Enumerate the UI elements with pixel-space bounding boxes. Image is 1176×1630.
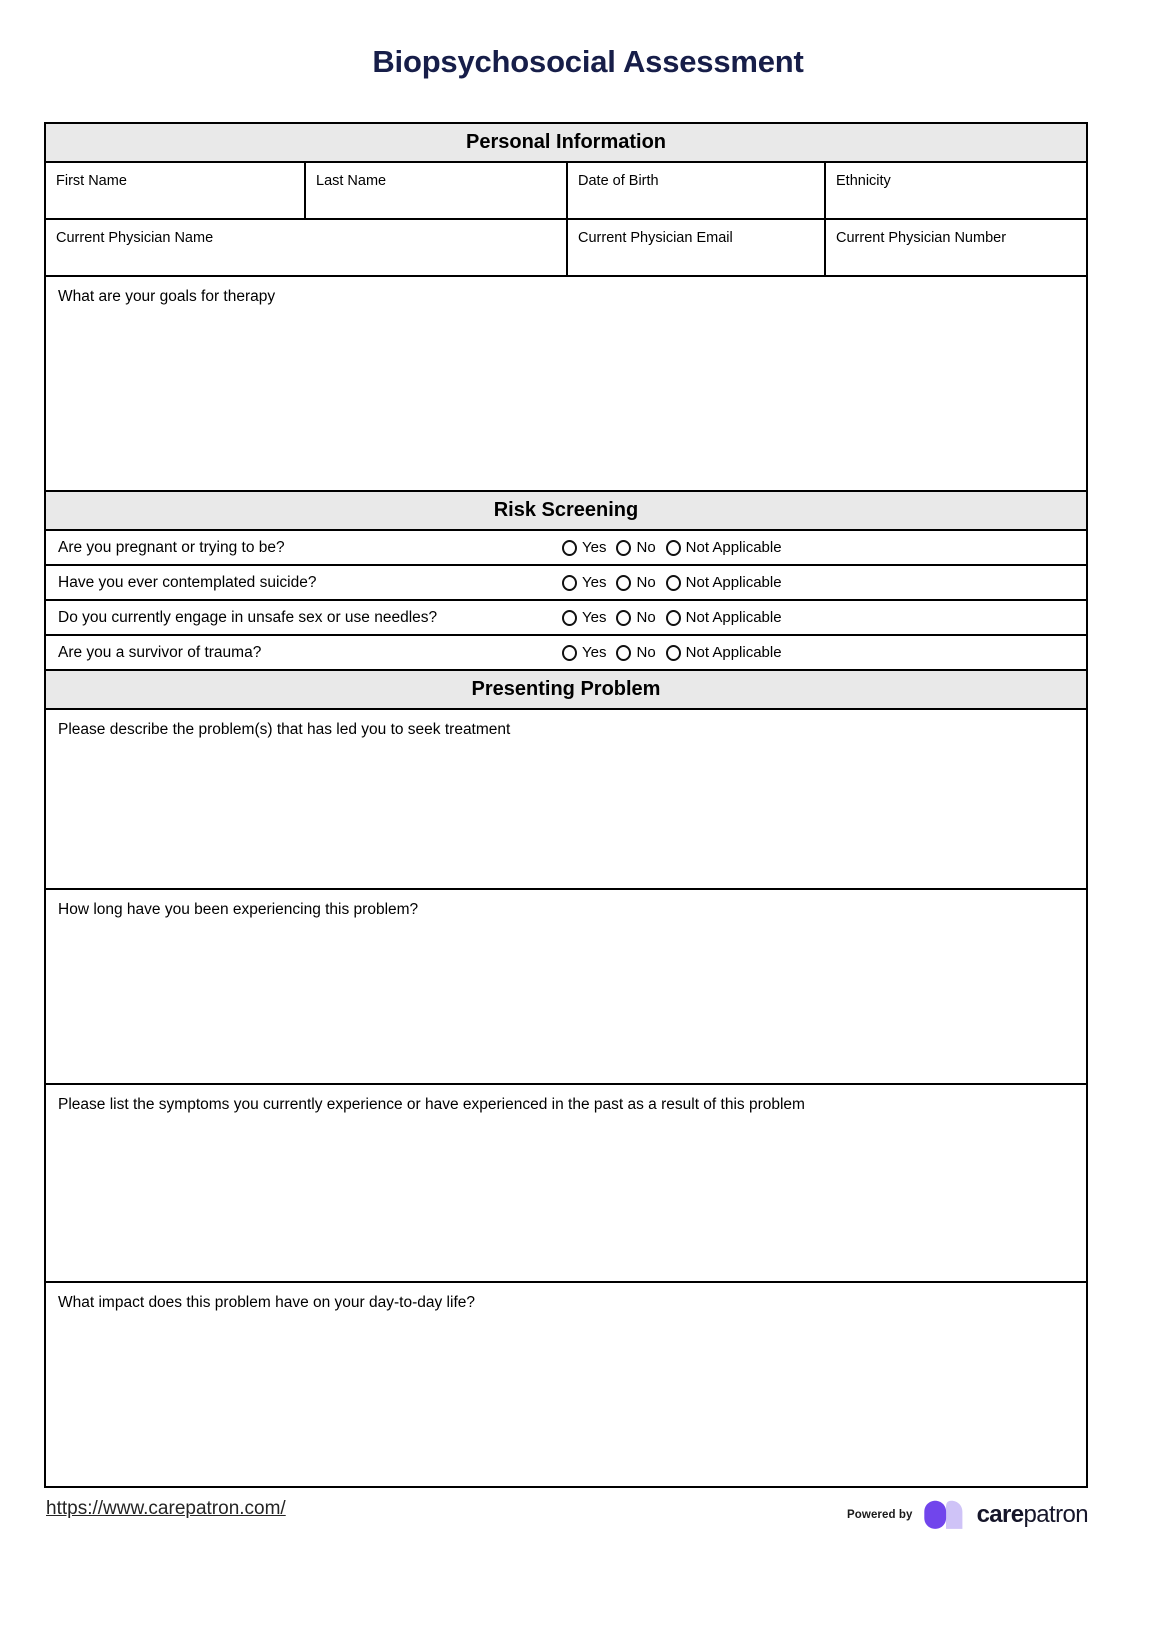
risk-question-label: Are you a survivor of trauma?: [58, 643, 262, 661]
section-header-personal-information: Personal Information: [46, 124, 1086, 163]
radio-option-yes[interactable]: [562, 609, 606, 626]
carepatron-url-link[interactable]: https://www.carepatron.com/: [46, 1498, 286, 1519]
radio-circle-icon[interactable]: [616, 645, 631, 661]
field-label: Current Physician Email: [578, 230, 733, 246]
radio-circle-icon[interactable]: [616, 610, 631, 626]
brand-light-text: patron: [1023, 1501, 1088, 1528]
radio-label: Yes: [582, 644, 607, 661]
field-last-name[interactable]: [306, 163, 568, 218]
personal-info-row-2: [46, 220, 1086, 277]
radio-option-yes[interactable]: [562, 539, 606, 556]
radio-option-no[interactable]: [616, 574, 655, 591]
risk-question-suicide: [46, 566, 1086, 601]
field-label: What impact does this problem have on your day-to-day life?: [58, 1294, 475, 1311]
brand-bold-text: care: [976, 1501, 1024, 1528]
radio-circle-icon[interactable]: [616, 575, 631, 591]
carepatron-logo-icon: [922, 1500, 968, 1530]
field-label: Please describe the problem(s) that has led you to seek treatment: [58, 721, 511, 738]
radio-circle-icon[interactable]: [562, 540, 577, 556]
risk-question-label: Are you pregnant or trying to be?: [58, 538, 285, 556]
radio-option-not-applicable[interactable]: [666, 609, 782, 626]
risk-question-pregnant: [46, 531, 1086, 566]
radio-circle-icon[interactable]: [562, 645, 577, 661]
section-header-presenting-problem: Presenting Problem: [46, 671, 1086, 710]
radio-label: Not Applicable: [685, 574, 782, 591]
radio-circle-icon[interactable]: [666, 645, 681, 661]
risk-options-group: [562, 574, 782, 591]
field-current-physician-email[interactable]: [568, 220, 826, 275]
radio-circle-icon[interactable]: [616, 540, 631, 556]
radio-circle-icon[interactable]: [666, 540, 681, 556]
radio-label: Yes: [582, 574, 607, 591]
radio-label: No: [636, 644, 656, 661]
field-symptoms-list[interactable]: [46, 1085, 1086, 1283]
radio-option-not-applicable[interactable]: [666, 574, 782, 591]
field-current-physician-number[interactable]: [826, 220, 1086, 275]
assessment-form: [44, 122, 1088, 1488]
field-label: Current Physician Name: [56, 230, 214, 246]
risk-options-group: [562, 609, 782, 626]
radio-label: No: [636, 609, 656, 626]
field-label: Please list the symptoms you currently experience or have experienced in the past as a result of this problem: [58, 1096, 805, 1113]
risk-question-trauma-survivor: [46, 636, 1086, 671]
field-goals-for-therapy[interactable]: [46, 277, 1086, 492]
radio-label: No: [636, 574, 656, 591]
radio-option-yes[interactable]: [562, 644, 606, 661]
risk-question-unsafe-sex-needles: [46, 601, 1086, 636]
radio-label: Not Applicable: [685, 539, 782, 556]
section-header-risk-screening: Risk Screening: [46, 492, 1086, 531]
field-ethnicity[interactable]: [826, 163, 1086, 218]
page-title: Biopsychosocial Assessment: [372, 44, 804, 79]
radio-circle-icon[interactable]: [562, 610, 577, 626]
radio-label: Yes: [582, 539, 607, 556]
risk-question-label: Do you currently engage in unsafe sex or use needles?: [58, 608, 438, 626]
field-date-of-birth[interactable]: [568, 163, 826, 218]
field-label: Ethnicity: [836, 173, 891, 189]
radio-circle-icon[interactable]: [666, 575, 681, 591]
radio-circle-icon[interactable]: [666, 610, 681, 626]
radio-label: No: [636, 539, 656, 556]
field-label: First Name: [56, 173, 127, 189]
powered-by-carepatron: [847, 1500, 1088, 1530]
radio-option-not-applicable[interactable]: [666, 644, 782, 661]
powered-by-label: Powered by: [847, 1509, 913, 1521]
field-label: How long have you been experiencing this problem?: [58, 901, 419, 918]
risk-options-group: [562, 644, 782, 661]
field-label: Date of Birth: [578, 173, 659, 189]
field-label: Current Physician Number: [836, 230, 1007, 246]
radio-option-no[interactable]: [616, 539, 655, 556]
field-label: What are your goals for therapy: [58, 288, 276, 305]
radio-label: Not Applicable: [685, 644, 782, 661]
radio-option-no[interactable]: [616, 644, 655, 661]
radio-circle-icon[interactable]: [562, 575, 577, 591]
field-daily-life-impact[interactable]: [46, 1283, 1086, 1486]
radio-option-yes[interactable]: [562, 574, 606, 591]
field-describe-problem[interactable]: [46, 710, 1086, 890]
field-first-name[interactable]: [46, 163, 306, 218]
radio-option-not-applicable[interactable]: [666, 539, 782, 556]
risk-options-group: [562, 539, 782, 556]
radio-label: Yes: [582, 609, 607, 626]
carepatron-wordmark: [977, 1501, 1088, 1529]
field-label: Last Name: [316, 173, 387, 189]
radio-label: Not Applicable: [685, 609, 782, 626]
personal-info-row-1: [46, 163, 1086, 220]
field-current-physician-name[interactable]: [46, 220, 568, 275]
radio-option-no[interactable]: [616, 609, 655, 626]
risk-question-label: Have you ever contemplated suicide?: [58, 573, 317, 591]
field-problem-duration[interactable]: [46, 890, 1086, 1085]
